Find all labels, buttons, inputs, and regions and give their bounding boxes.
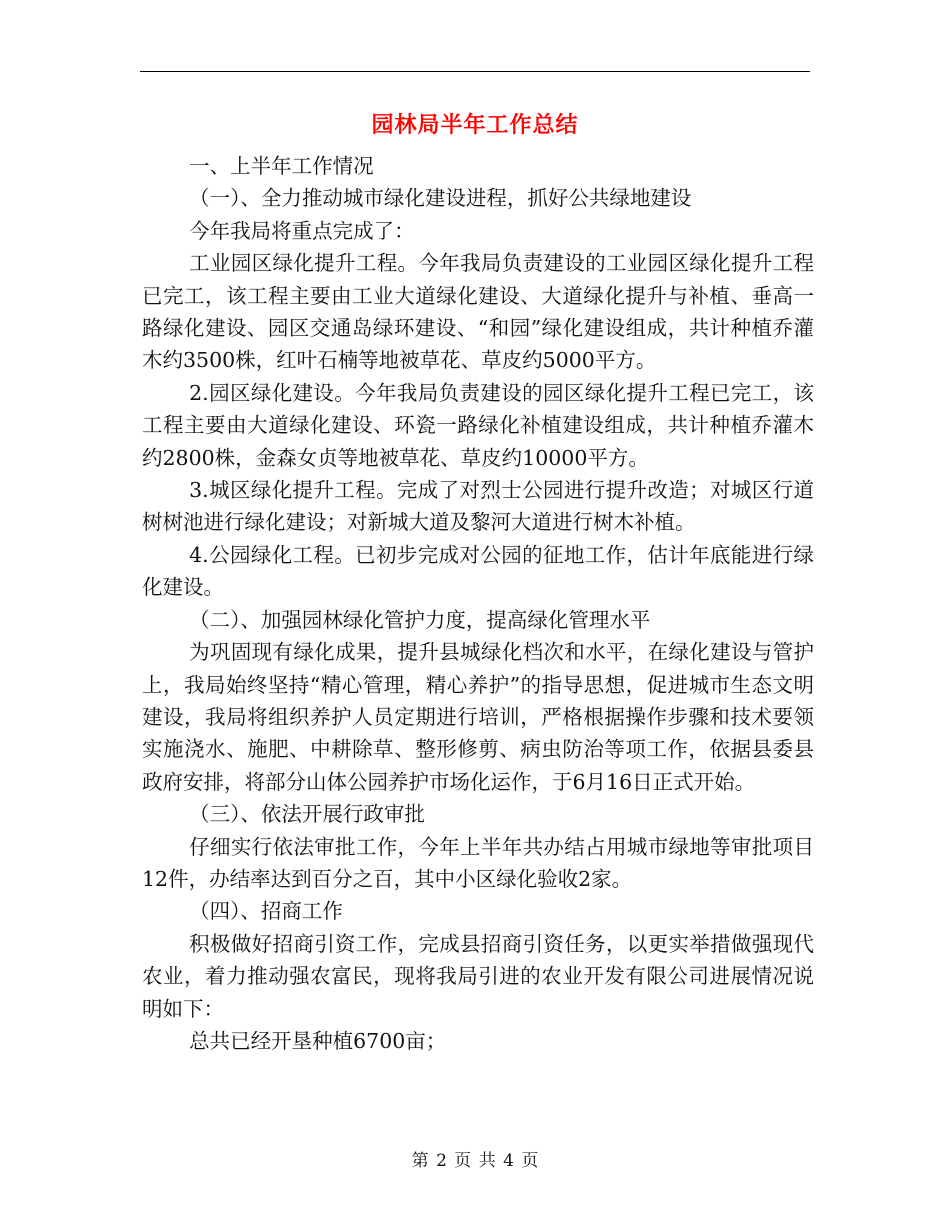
document-body [142,150,814,1057]
section-heading-1: 一、上半年工作情况 [189,154,374,178]
paragraph: 2.园区绿化建设。今年我局负责建设的园区绿化提升工程已完工，该工程主要由大道绿化建设、环瓷一路绿化补植建设组成，共计种植乔灌木约2800株，金森女贞等地被草花、草皮约10000平方。 [142,380,814,470]
total-pages-number: 4 [503,1151,514,1171]
paragraph: 积极做好招商引资工作，完成县招商引资任务，以更实举措做强现代农业，着力推动强农富民，现将我局引进的农业开发有限公司进展情况说明如下： [142,931,814,1021]
header-rule [140,71,810,72]
paragraph: 总共已经开垦种植6700亩； [189,1028,447,1053]
total-prefix: 共 [478,1151,496,1171]
document-title: 园林局半年工作总结 [371,112,579,138]
paragraph: 为巩固现有绿化成果，提升县城绿化档次和水平，在绿化建设与管护上，我局始终坚持“精心管理，精心养护”的指导思想，促进城市生态文明建设，我局将组织养护人员定期进行培训，严格根据操作步骤和技术要领实施浇水、施肥、中耕除草、整形修剪、病虫防治等项工作，依据县委县政府安排，将部分山体公园养护市场化运作，于6月16日正式开始。 [142,640,814,794]
paragraph: 今年我局将重点完成了： [189,218,415,243]
paragraph: 4.公园绿化工程。已初步完成对公园的征地工作，估计年底能进行绿化建设。 [142,542,814,600]
subsection-heading-2: （二）、加强园林绿化管护力度，提高绿化管理水平 [189,607,651,632]
paragraph: 仔细实行依法审批工作，今年上半年共办结占用城市绿地等审批项目12件，办结率达到百分之百，其中小区绿化验收2家。 [142,834,814,891]
paragraph: 工业园区绿化提升工程。今年我局负责建设的工业园区绿化提升工程已完工，该工程主要由工业大道绿化建设、大道绿化提升与补植、垂高一路绿化建设、园区交通岛绿环建设、“和园”绿化建设组成，共计种植乔灌木约3500株，红叶石楠等地被草花、草皮约5000平方。 [142,251,814,373]
paragraph: 3.城区绿化提升工程。完成了对烈士公园进行提升改造；对城区行道树树池进行绿化建设；对新城大道及黎河大道进行树木补植。 [142,478,814,535]
page-footer [0,1149,950,1173]
subsection-heading-4: （四）、招商工作 [189,899,343,924]
page-unit: 页 [454,1151,472,1171]
page-prefix: 第 [411,1151,429,1171]
subsection-heading-3: （三）、依法开展行政审批 [189,802,425,827]
subsection-heading-1: （一）、全力推动城市绿化建设进程，抓好公共绿地建设 [189,186,692,211]
total-unit: 页 [521,1151,539,1171]
current-page-number: 2 [436,1151,447,1171]
